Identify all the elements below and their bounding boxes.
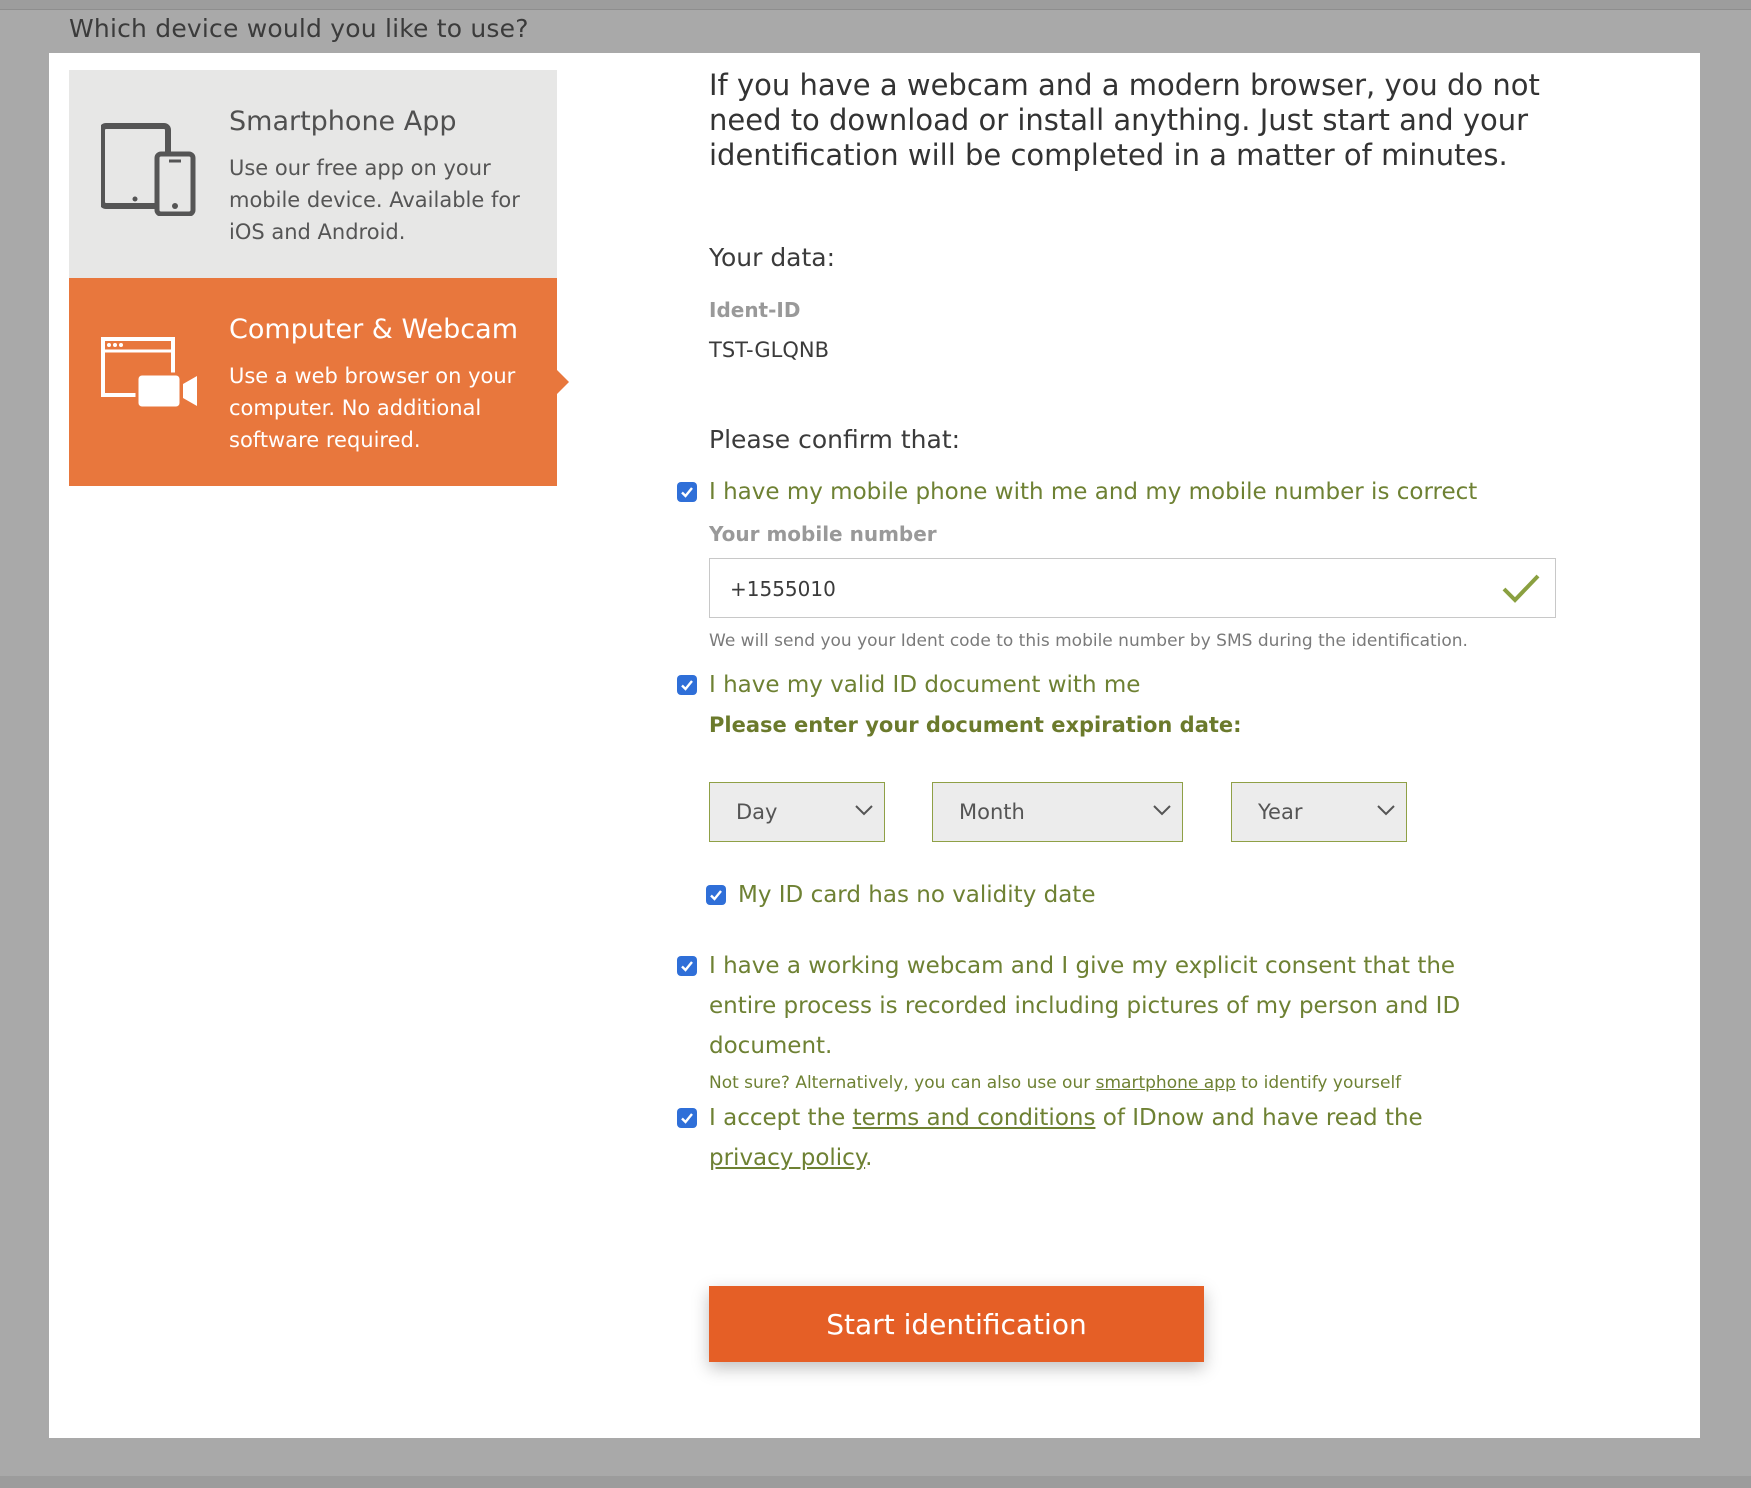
mobile-number-note: We will send you your Ident code to this mobile number by SMS during the identification. [709,631,1468,651]
checkbox-checked[interactable] [706,885,726,905]
checkbox-checked[interactable] [677,956,697,976]
mobile-number-input[interactable] [709,558,1556,618]
webcam-consent-row[interactable] [677,946,1477,1066]
device-title: Computer & Webcam [229,314,518,345]
no-validity-label: My ID card has no validity date [738,882,1096,908]
id-doc-confirm-label: I have my valid ID document with me [709,672,1141,698]
day-select[interactable] [709,782,885,842]
alternative-note-after: to identify yourself [1241,1073,1402,1093]
month-select[interactable] [932,782,1183,842]
day-select-value: Day [736,800,778,824]
check-icon [709,888,723,902]
alternative-note-before: Not sure? Alternatively, you can also use our [709,1073,1091,1093]
device-title: Smartphone App [229,106,457,137]
chevron-down-icon [854,803,874,817]
terms-link[interactable]: terms and conditions [852,1105,1096,1131]
valid-check-icon [1501,571,1541,605]
mobile-number-value: +1555010 [730,577,836,601]
browser-webcam-icon [101,324,201,424]
check-icon [680,1111,694,1125]
device-option-webcam[interactable] [69,278,557,486]
checkbox-checked[interactable] [677,675,697,695]
no-validity-row[interactable] [706,875,1095,915]
terms-row[interactable] [677,1098,1477,1178]
mobile-confirm-row[interactable] [677,472,1477,512]
your-data-heading: Your data: [709,243,836,272]
terms-text-after: . [865,1145,873,1171]
check-icon [680,959,694,973]
device-description: Use a web browser on your computer. No additional software required. [229,364,516,452]
id-doc-confirm-row[interactable] [677,665,1140,705]
chevron-down-icon [1152,803,1172,817]
content-card [49,53,1700,1438]
ident-id-value: TST-GLQNB [709,338,830,362]
device-option-smartphone[interactable] [69,70,557,278]
smartphone-app-link[interactable]: smartphone app [1095,1073,1236,1093]
intro-text: If you have a webcam and a modern browser, you do not need to download or install anything. Just start and your identification will be completed in a matter of minutes. [709,68,1540,172]
expiry-prompt: Please enter your document expiration date: [709,713,1242,737]
start-identification-button[interactable]: Start identification [709,1286,1204,1362]
alternative-note [709,1073,1401,1093]
webcam-consent-label: I have a working webcam and I give my explicit consent that the entire process is recorded including pictures of my person and ID document. [709,953,1461,1059]
chevron-down-icon [1376,803,1396,817]
terms-text-before: I accept the [709,1105,846,1131]
mobile-number-label: Your mobile number [709,522,937,546]
year-select-value: Year [1258,800,1303,824]
top-border [0,0,1751,10]
check-icon [680,678,694,692]
privacy-policy-link[interactable]: privacy policy [709,1145,866,1171]
bottom-border [0,1476,1751,1488]
device-description: Use our free app on your mobile device. Available for iOS and Android. [229,156,520,244]
terms-text-middle: of IDnow and have read the [1102,1105,1423,1131]
page-heading: Which device would you like to use? [69,14,529,43]
terms-label [709,1098,1477,1178]
confirm-heading: Please confirm that: [709,425,961,454]
mobile-confirm-label: I have my mobile phone with me and my mobile number is correct [709,479,1478,505]
checkbox-checked[interactable] [677,1108,697,1128]
year-select[interactable] [1231,782,1407,842]
check-icon [680,485,694,499]
month-select-value: Month [959,800,1025,824]
checkbox-checked[interactable] [677,482,697,502]
ident-id-label: Ident-ID [709,298,801,322]
tablet-phone-icon [101,116,201,216]
